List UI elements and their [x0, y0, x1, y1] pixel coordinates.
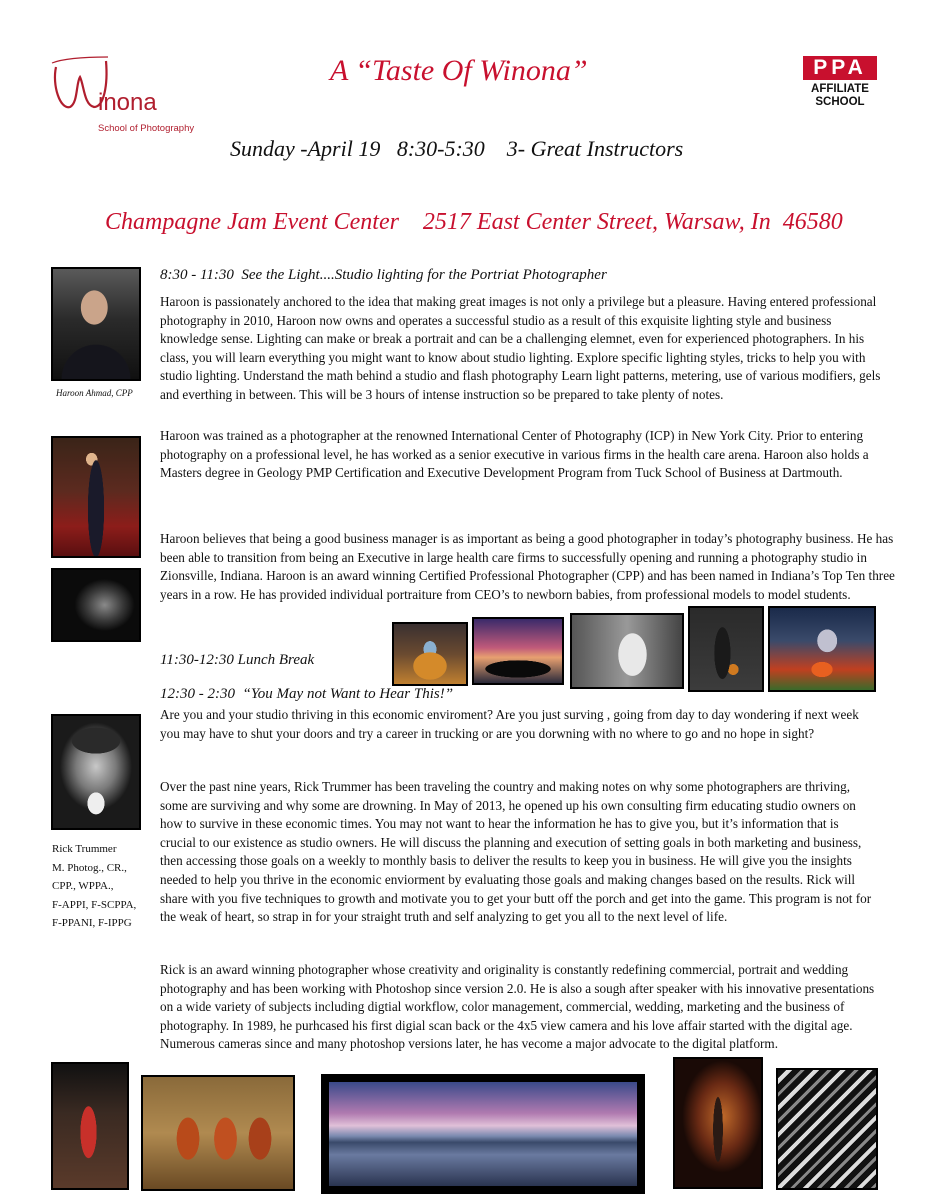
date-line: Sunday -April 19 8:30-5:30 3- Great Instructors — [230, 136, 684, 161]
basketball-senior-photo — [688, 606, 764, 692]
logo-tagline: School of Photography — [98, 123, 195, 134]
session2-para2: Over the past nine years, Rick Trummer has been traveling the country and making notes on why some photographers are thriving, some are surviving and why some are drowning. In May of 2013, he opened up his own consulting firm educating studio owners on how to survive in these economic times. You may not want to hear the information he has to give you, but it’s information that is crucial to our existence as studio owners. He will discuss the planning and execution of setting goals in both marketing and business, then accessing those goals on a weekly to monthly basis to deliver the results to keep you in business. He will give you the insights needed to help you thrive in the economic enviorment by evaluating those goals and making changes based on the results. Rick will share with you five techniques to growth and motivate you to get your butt off the porch and get into the game. This program is not for the weak of heart, so strap in for your straight truth and self analyzing to get you all to the next level of life. — [160, 779, 872, 925]
bottles-still-life-photo — [141, 1075, 295, 1191]
rick-portrait — [51, 714, 141, 830]
athlete-bw-photo — [51, 568, 141, 642]
dancer-warm-photo — [673, 1057, 763, 1189]
winona-logo — [50, 55, 220, 140]
lunch-heading: 11:30-12:30 Lunch Break — [160, 652, 315, 668]
session1-para2: Haroon was trained as a photographer at the renowned International Center of Photography (ICP) in New York City. Prior to entering photography on a professional level, he has worked as a senior executive in various firms in the health care arena. Haroon also holds a Masters degree in Geology PMP Certification and Executive Development Program from Tuck School of Business at Dartmouth. — [160, 428, 869, 481]
red-dress-photo — [51, 1062, 129, 1190]
logo-name: inona — [98, 89, 157, 116]
session1-para3: Haroon believes that being a good business manager is as important as being a good photographer in today’s photography business. He has been able to transition from being an Executive in large health care firms to successfully opening and running a photography studio in Zionsville, Indiana. Haroon is an award winning Certified Professional Photographer (CPP) and has been named in Indiana’s Top Ten three years in a row. He has provided individual portraiture from CEO’s to newborn babies, from professional models to model students. — [160, 531, 895, 602]
session1-heading: 8:30 - 11:30 See the Light....Studio lighting for the Portriat Photographer — [160, 267, 607, 283]
session2-para3: Rick is an award winning photographer whose creativity and originality is constantly redefining commercial, portrait and wedding photography and has been working with Photoshop since version 2.0. He is also a sough after speaker with his innovative presentations on a wide variety of subjects including digtial workflow, color management, commercial, wedding, marketing and the business of photography. In 1989, he purhcased his first digial scan back or the 4x5 view camera and his love affair started with the digital age. Numerous cameras since and many photoshop versions later, he has vecome a major advocate to the digital platform. — [160, 962, 875, 1052]
venue-line: Champagne Jam Event Center 2517 East Center Street, Warsaw, In 46580 — [105, 209, 843, 235]
session2-para1: Are you and your studio thriving in this economic enviroment? Are you just surving , going from day to day wondering if next week you may have to shut your doors and try a career in trucking or are you dorwning with no where to go and no hope in sight? — [160, 707, 859, 741]
model-red-field-photo — [51, 436, 141, 558]
car-sunset-photo — [472, 617, 564, 685]
mountain-lake-panorama — [321, 1074, 645, 1194]
page-title: A “Taste Of Winona” — [330, 54, 588, 87]
ppa-affiliate: AFFILIATE — [811, 83, 869, 95]
rick-caption-line: F-APPI, F-SCPPA, — [52, 898, 137, 911]
haroon-caption: Haroon Ahmad, CPP — [56, 388, 133, 398]
bride-bw-photo — [570, 613, 684, 689]
rick-caption-line: Rick Trummer — [52, 843, 117, 855]
ppa-school: SCHOOL — [815, 96, 865, 108]
abstract-stripes-photo — [776, 1068, 878, 1190]
rick-caption-line: CPP., WPPA., — [52, 880, 114, 892]
rick-caption — [52, 840, 136, 933]
rick-caption-line: M. Photog., CR., — [52, 861, 127, 874]
ppa-logo — [803, 56, 877, 112]
session1-para1: Haroon is passionately anchored to the idea that making great images is not only a privilege but a pleasure. Having entered professional photography in 2010, Haroon now owns and operates a successful studio as a result of this exquisite lighting style and business knowledge sense. Lighting can make or break a portrait and can be a challenging elemnet, even for experienced photographers. In his class, you will learn everything you might want to know about studio lighting. Explore specific lighting styles, tricks to help you with studio lighting. Understand the math behind a studio and flash photography Learn light patterns, metering, use of various modifiers, gels and everthing in between. This will be 3 hours of intense instruction so be prepared to take plenty of notes. — [160, 294, 881, 402]
ppa-badge: PPA — [803, 56, 877, 80]
session2-heading: 12:30 - 2:30 “You May not Want to Hear This!” — [160, 686, 454, 702]
football-composite-photo — [768, 606, 876, 692]
rick-caption-line: F-PPANI, F-IPPG — [52, 917, 132, 929]
haroon-portrait — [51, 267, 141, 381]
child-chair-photo — [392, 622, 468, 686]
